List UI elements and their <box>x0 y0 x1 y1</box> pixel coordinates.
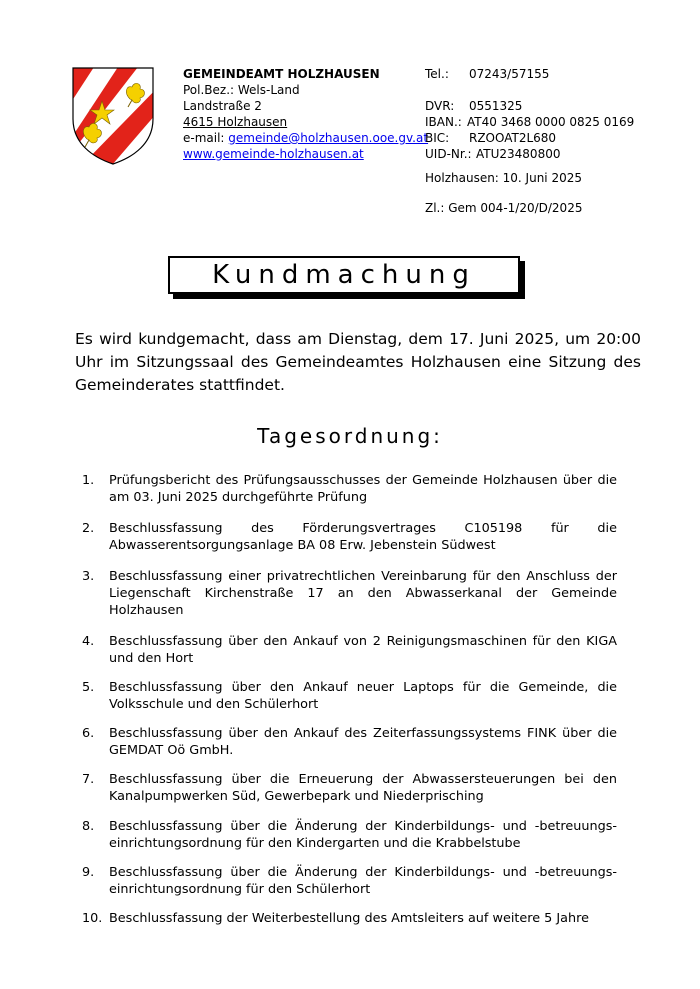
uid-label: UID-Nr.: <box>425 147 472 161</box>
agenda-item-text: Beschlussfassung der Weiterbestellung des Amtsleiters auf weitere 5 Jahre <box>109 911 589 926</box>
website-link[interactable]: www.gemeinde-holzhausen.at <box>183 147 364 161</box>
agenda-item-number: 7. <box>82 772 95 787</box>
letterhead-address <box>183 66 428 162</box>
agenda-item-number: 8. <box>82 819 95 834</box>
municipal-coat-of-arms <box>72 67 154 165</box>
agenda-item-number: 1. <box>82 473 95 488</box>
dvr-label: DVR: <box>425 99 455 113</box>
agenda-item-number: 9. <box>82 865 95 880</box>
agenda-item-text: Prüfungsbericht des Prüfungsausschusses der Gemeinde Holzhausen über die am 03. Juni 2025 durchgeführte Prüfung <box>109 473 617 505</box>
agenda-item-text: Beschlussfassung über den Ankauf des Zeiterfassungssystems FINK über die GEMDAT Oö GmbH. <box>109 726 617 758</box>
agenda-item <box>82 568 617 619</box>
announcement-text: Es wird kundgemacht, dass am Dienstag, dem 17. Juni 2025, um 20:00 Uhr im Sitzungssaal des Gemeindeamtes Holzhausen eine Sitzung des Gemeinderates stattfindet. <box>75 330 641 394</box>
tel-label: Tel.: <box>425 67 449 81</box>
agenda-heading: Tagesordnung: <box>257 424 443 448</box>
email-link[interactable]: gemeinde@holzhausen.ooe.gv.at <box>228 131 429 145</box>
agenda-item-text: Beschlussfassung über die Änderung der Kinderbildungs- und -betreuungs-einrichtungsordnung für den Kindergarten und die Krabbelstube <box>109 819 617 851</box>
email-label: e-mail: <box>183 131 229 145</box>
agenda-item-text: Beschlussfassung einer privatrechtlichen Vereinbarung für den Anschluss der Liegenschaft Kirchenstraße 17 an den Abwasserkanal der Gemeinde Holzhausen <box>109 569 617 618</box>
tel-value: 07243/57155 <box>469 67 550 81</box>
email-row <box>183 130 428 146</box>
agenda-item <box>82 910 617 927</box>
agenda-item <box>82 818 617 852</box>
agenda-item-number: 3. <box>82 569 95 584</box>
document-date: Holzhausen: 10. Juni 2025 <box>425 171 582 185</box>
agenda-item-text: Beschlussfassung über den Ankauf von 2 Reinigungsmaschinen für den KIGA und den Hort <box>109 634 617 666</box>
street: Landstraße 2 <box>183 99 262 113</box>
agenda-item <box>82 771 617 805</box>
title-frame <box>168 256 522 294</box>
agenda-item <box>82 679 617 713</box>
office-name: GEMEINDEAMT HOLZHAUSEN <box>183 67 380 81</box>
iban-value: AT40 3468 0000 0825 0169 <box>467 115 635 129</box>
agenda-item-number: 4. <box>82 634 95 649</box>
agenda-item <box>82 520 617 554</box>
postal-city: 4615 Holzhausen <box>183 115 288 129</box>
agenda-item-text: Beschlussfassung des Förderungsvertrages C105198 für die Abwasserentsorgungsanlage BA 08 Erw. Jebenstein Südwest <box>109 521 617 553</box>
agenda-item-number: 5. <box>82 680 95 695</box>
agenda-item <box>82 864 617 898</box>
agenda-item-number: 10. <box>82 911 103 926</box>
reference-number: Zl.: Gem 004-1/20/D/2025 <box>425 201 583 215</box>
agenda-item-number: 6. <box>82 726 95 741</box>
agenda-item <box>82 472 617 506</box>
agenda-item-number: 2. <box>82 521 95 536</box>
agenda-item <box>82 725 617 759</box>
bic-value: RZOOAT2L680 <box>469 131 557 145</box>
agenda-item-text: Beschlussfassung über die Erneuerung der Abwassersteuerungen bei den Kanalpumpwerken Süd, Gewerbepark und Niederprisching <box>109 772 617 804</box>
district: Pol.Bez.: Wels-Land <box>183 83 300 97</box>
page-title: Kundmachung <box>168 256 520 294</box>
letterhead-contact <box>425 66 635 215</box>
agenda-item-text: Beschlussfassung über die Änderung der Kinderbildungs- und -betreuungs-einrichtungsordnung für den Schülerhort <box>109 865 617 897</box>
agenda-item-text: Beschlussfassung über den Ankauf neuer Laptops für die Gemeinde, die Volksschule und den Schülerhort <box>109 680 617 712</box>
uid-value: ATU23480800 <box>476 147 561 161</box>
dvr-value: 0551325 <box>469 99 523 113</box>
agenda-item <box>82 633 617 667</box>
bic-label: BIC: <box>425 131 450 145</box>
iban-label: IBAN.: <box>425 115 462 129</box>
